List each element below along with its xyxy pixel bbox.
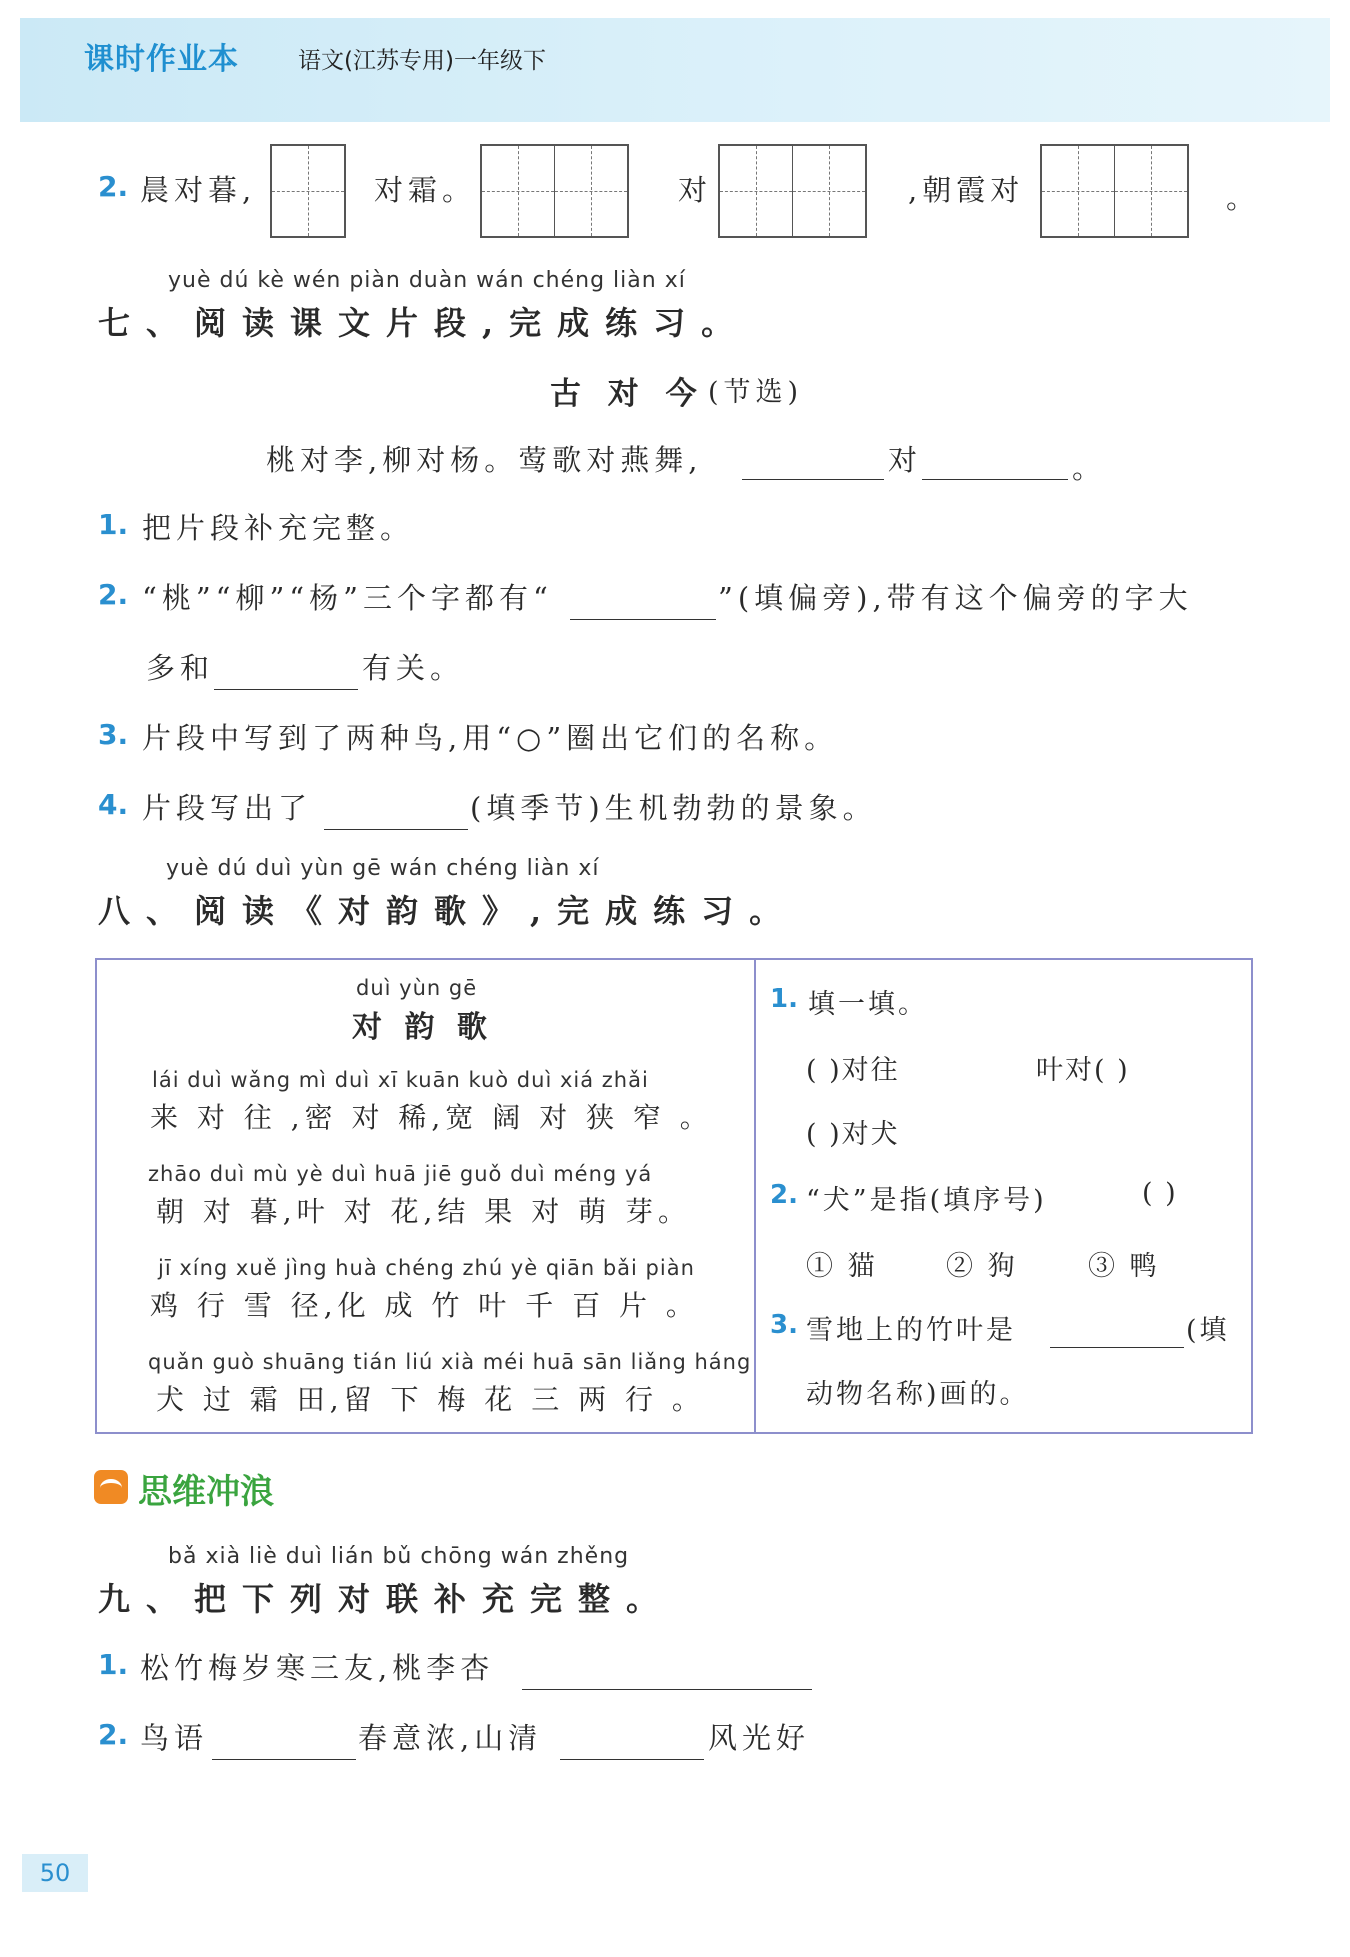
- passage-title: 古 对 今: [550, 376, 705, 412]
- poem-line-1: 来 对 往 ,密 对 稀,宽 阔 对 狭 窄 。: [150, 1101, 713, 1134]
- poem-line-3: 鸡 行 雪 径,化 成 竹 叶 千 百 片 。: [150, 1289, 699, 1322]
- sec8-q1-item-b: 叶对( ): [1036, 1055, 1130, 1086]
- sec8-q2-option-1: ① 猫: [806, 1251, 878, 1282]
- sec8-q3-blank-animal[interactable]: [1050, 1346, 1184, 1348]
- poem-line-3-pinyin: jī xíng xuě jìng huà chéng zhú yè qiān bǎi piàn: [158, 1256, 695, 1280]
- sec8-q3-text-c: 动物名称)画的。: [806, 1379, 1030, 1410]
- grid-cell[interactable]: [482, 146, 555, 236]
- sec8-q1-item-a: ( )对往: [806, 1055, 900, 1086]
- poem-line-4-pinyin: quǎn guò shuāng tián liú xià méi huā sān liǎng háng: [148, 1350, 752, 1374]
- q6-2-end: 。: [1226, 181, 1261, 215]
- grid-cell[interactable]: [555, 146, 627, 236]
- sec9-q1-blank[interactable]: [522, 1688, 812, 1690]
- sec8-q3-number: 3.: [770, 1310, 798, 1340]
- writing-grid-3[interactable]: [718, 144, 867, 238]
- q6-2-text-1: 晨对暮,: [140, 173, 257, 207]
- sec7-q2-number: 2.: [98, 578, 129, 611]
- sec7-title: 七、阅读课文片段,完成练习。: [98, 304, 750, 342]
- sec7-q4-blank-season[interactable]: [324, 828, 468, 830]
- sec8-q2-number: 2.: [770, 1180, 798, 1210]
- sec8-q3-text-b: (填: [1186, 1315, 1230, 1346]
- passage-line-a: 桃对李,柳对杨。莺歌对燕舞,: [266, 443, 703, 477]
- reading-box-divider: [754, 958, 756, 1432]
- thinking-section-title: 思维冲浪: [138, 1472, 274, 1512]
- sec9-q1-number: 1.: [98, 1648, 129, 1681]
- grid-cell[interactable]: [272, 146, 344, 236]
- passage-line-end: 。: [1072, 451, 1107, 485]
- grid-cell[interactable]: [793, 146, 865, 236]
- sec7-q2-text-b: ”(填偏旁),带有这个偏旁的字大: [718, 581, 1193, 615]
- sec9-title: 九、把下列对联补充完整。: [98, 1580, 675, 1618]
- sec8-q1-number: 1.: [770, 984, 798, 1014]
- q6-2-text-4: ,朝霞对: [908, 173, 1025, 207]
- subject-label: 语文(江苏专用)一年级下: [298, 48, 546, 74]
- poem-line-1-pinyin: lái duì wǎng mì duì xī kuān kuò duì xiá zhǎi: [152, 1068, 649, 1092]
- passage-blank-2[interactable]: [922, 478, 1068, 480]
- sec9-q2-text-c: 风光好: [708, 1721, 811, 1755]
- sec7-q2-blank-meaning[interactable]: [214, 688, 358, 690]
- sec8-title: 八、阅读《对韵歌》,完成练习。: [98, 892, 798, 930]
- poem-title: 对 韵 歌: [352, 1010, 493, 1045]
- grid-cell[interactable]: [1115, 146, 1187, 236]
- sec8-q1-text: 填一填。: [808, 989, 928, 1020]
- sec8-q2-option-3: ③ 鸭: [1088, 1251, 1160, 1282]
- sec8-q2-text: “犬”是指(填序号): [806, 1185, 1047, 1216]
- sec8-q2-answer-paren[interactable]: ( ): [1142, 1178, 1178, 1209]
- sec7-q1-number: 1.: [98, 508, 129, 541]
- sec7-q2-text-d: 有关。: [362, 651, 465, 685]
- sec9-q2-blank-2[interactable]: [560, 1758, 704, 1760]
- sec9-pinyin: bǎ xià liè duì lián bǔ chōng wán zhěng: [168, 1544, 630, 1569]
- brand-title: 课时作业本: [84, 42, 239, 77]
- poem-line-2: 朝 对 暮,叶 对 花,结 果 对 萌 芽。: [156, 1195, 692, 1228]
- sec7-pinyin: yuè dú kè wén piàn duàn wán chéng liàn xí: [168, 268, 686, 293]
- sec8-pinyin: yuè dú duì yùn gē wán chéng liàn xí: [166, 856, 600, 881]
- sec7-q4-text-b: (填季节)生机勃勃的景象。: [470, 791, 877, 825]
- writing-grid-1[interactable]: [270, 144, 346, 238]
- sec9-q1-text: 松竹梅岁寒三友,桃李杏: [140, 1651, 495, 1685]
- sec7-q4-number: 4.: [98, 788, 129, 821]
- sec7-q4-text-a: 片段写出了: [142, 791, 313, 825]
- writing-grid-2[interactable]: [480, 144, 629, 238]
- sec7-q1-text: 把片段补充完整。: [142, 511, 415, 545]
- sec7-q3-text: 片段中写到了两种鸟,用“○”圈出它们的名称。: [142, 721, 839, 755]
- writing-grid-4[interactable]: [1040, 144, 1189, 238]
- sec8-q3-text-a: 雪地上的竹叶是: [806, 1315, 1016, 1346]
- passage-blank-1[interactable]: [742, 478, 884, 480]
- sec9-q2-text-a: 鸟语: [140, 1721, 209, 1755]
- sec7-q2-blank-radical[interactable]: [570, 618, 716, 620]
- grid-cell[interactable]: [1042, 146, 1115, 236]
- page-number: 50: [22, 1854, 88, 1892]
- sec8-q1-item-c: ( )对犬: [806, 1119, 900, 1150]
- sec8-q2-option-2: ② 狗: [946, 1251, 1018, 1282]
- grid-cell[interactable]: [720, 146, 793, 236]
- passage-line-b: 对: [888, 443, 923, 477]
- poem-line-2-pinyin: zhāo duì mù yè duì huā jiē guǒ duì méng yá: [148, 1162, 653, 1186]
- q6-2-text-3: 对: [678, 173, 713, 207]
- sec9-q2-text-b: 春意浓,山清: [358, 1721, 543, 1755]
- sec7-q2-text-a: “桃”“柳”“杨”三个字都有“: [142, 581, 553, 615]
- poem-line-4: 犬 过 霜 田,留 下 梅 花 三 两 行 。: [156, 1383, 705, 1416]
- wave-icon: [94, 1470, 128, 1504]
- sec7-q2-text-c: 多和: [146, 651, 215, 685]
- q6-2-text-2: 对霜。: [374, 173, 477, 207]
- sec9-q2-blank-1[interactable]: [212, 1758, 356, 1760]
- q6-2-number: 2.: [98, 170, 129, 203]
- sec9-q2-number: 2.: [98, 1718, 129, 1751]
- poem-title-pinyin: duì yùn gē: [356, 976, 478, 1000]
- sec7-q3-number: 3.: [98, 718, 129, 751]
- passage-title-note: (节选): [708, 377, 804, 408]
